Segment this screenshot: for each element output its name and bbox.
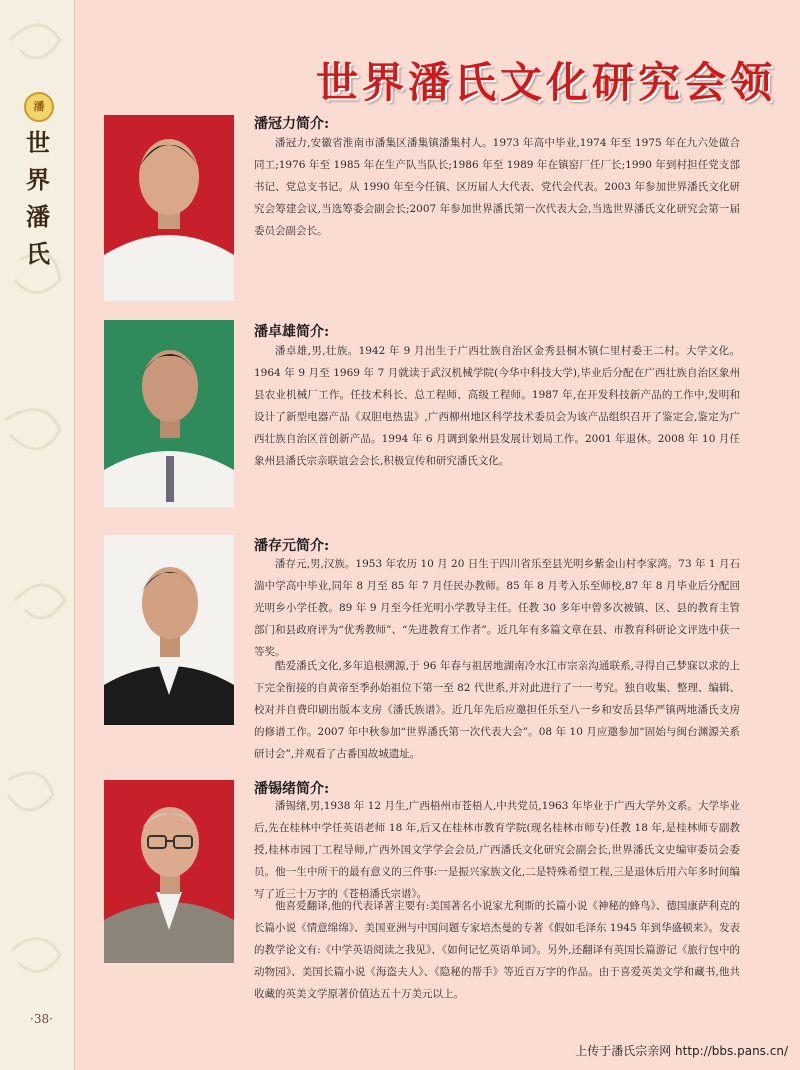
page-title: 世界潘氏文化研究会领 xyxy=(315,58,776,107)
profile-paragraph: 潘冠力,安徽省淮南市潘集区潘集镇潘集村人。1973 年高中毕业,1974 年至 1975 年在九六处做合同工;1976 年至 1985 年在生产队当队长;1986 年至 1989 年在镇窑厂任厂长;1990 年到村担任党支部书记、党总支书记。从 1990 年至今任镇、区历届人大代表、党代会代表。2003 年参加世界潘氏文化研究会筹建会议,当选筹委会副会长;2007 年参加世界潘氏第一次代表大会,当选世界潘氏文化研究会第一届委员会副会长。 xyxy=(254,137,740,237)
portrait-photo xyxy=(104,780,234,963)
profile-paragraph: 酷爱潘氏文化,多年追根溯源,于 96 年春与祖居地湖南冷水江市宗亲沟通联系,寻得自己梦寐以求的上下完全衔接的自黄帝至季孙始祖位下第一至 82 代世系,并对此进行了一一考究。独自收集、整理、编辑、校对并自费印刷出版本支房《潘氏族谱》。近几年先后应邀担任乐至八一乡和安岳县华严镇两地潘氏支房的修谱工作。2007 年中秋参加“世界潘氏第一次代表大会”。08 年 10 月应邀参加“固始与闽台渊源关系研讨会”,并观看了古番国故城遗址。 xyxy=(254,660,740,760)
upload-credit: 上传于潘氏宗亲网 http://bbs.pans.cn/ xyxy=(575,1044,788,1058)
portrait-photo xyxy=(104,535,234,725)
profile-heading: 潘锡绪简介: xyxy=(254,781,330,797)
profile-heading: 潘卓雄简介: xyxy=(254,324,330,340)
profile-heading: 潘冠力简介: xyxy=(254,116,330,132)
profile-paragraph: 潘存元,男,汉族。1953 年农历 10 月 20 日生于四川省乐至县光明乡紫金山村李家湾。73 年 1 月石湍中学高中毕业,同年 8 月至 85 年 7 月任民办教师。85 年 8 月考入乐至师校,87 年 8 月毕业后分配回光明乡小学任教。89 年 9 月至今任光明小学教导主任。任教 30 多年中曾多次被镇、区、县的教育主管部门和县政府评为“优秀教师”、“先进教育工作者”。近几年有多篇文章在县、市教育科研论文评选中获一等奖。 xyxy=(254,558,740,658)
portrait-photo xyxy=(104,115,234,301)
profile-paragraph: 他喜爱翻译,他的代表译著主要有:美国著名小说家尤利斯的长篇小说《神秘的蜂鸟》、德国康萨利克的长篇小说《情意绵绵》、美国亚洲与中国问题专家培杰曼的专著《假如毛泽东 1945 年到华盛顿来》。发表的教学论文有:《中学英语阅读之我见》、《如何记忆英语单词》。另外,还翻译有英国长篇游记《旅行包中的动物园》、美国长篇小说《海盗夫人》、《隐秘的帮手》等近百万字的作品。由于喜爱英美文学和藏书,他共收藏的英美文学原著价值达五十万美元以上。 xyxy=(254,900,740,1000)
sidebar-vertical-title: 世界潘氏 xyxy=(26,128,50,268)
page-number: ·38· xyxy=(30,1012,53,1026)
clan-seal-badge: 潘 xyxy=(24,92,54,122)
profile-heading: 潘存元简介: xyxy=(254,538,330,554)
portrait-photo xyxy=(104,320,234,507)
portrait-shirt xyxy=(104,235,234,301)
profile-paragraph: 潘卓雄,男,壮族。1942 年 9 月出生于广西壮族自治区金秀县桐木镇仁里村委王二村。大学文化。1964 年 9 月至 1969 年 7 月就读于武汉机械学院(今华中科技大学),毕业后分配在广西壮族自治区象州县农业机械厂工作。任技术科长、总工程师、高级工程师。1987 年,在开发科技新产品的工作中,发明和设计了新型电器产品《双胆电热盅》,广西柳州地区科学技术委员会为该产品组织召开了鉴定会,鉴定为广西壮族自治区首创新产品。1994 年 6 月调到象州县发展计划局工作。2001 年退休。2008 年 10 月任象州县潘氏宗亲联谊会会长,积极宣传和研究潘氏文化。 xyxy=(254,345,740,467)
sidebar-band xyxy=(0,0,75,1070)
profile-paragraph: 潘锡绪,男,1938 年 12 月生,广西梧州市苍梧人,中共党员,1963 年毕业于广西大学外文系。大学毕业后,先在桂林中学任英语老师 18 年,后又在桂林市教育学院(现名桂林市师专)任教 18 年,是桂林师专副教授,桂林市园丁工程导师,广西外国文学学会会员,广西潘氏文化研究会副会长,世界潘氏文史编审委员会委员。他一生中所干的最有意义的三件事:一是振兴家族文化,二是特殊希望工程,三是退休后用六年多时间编写了近三十万字的《苍梧潘氏宗谱》。 xyxy=(254,800,740,900)
